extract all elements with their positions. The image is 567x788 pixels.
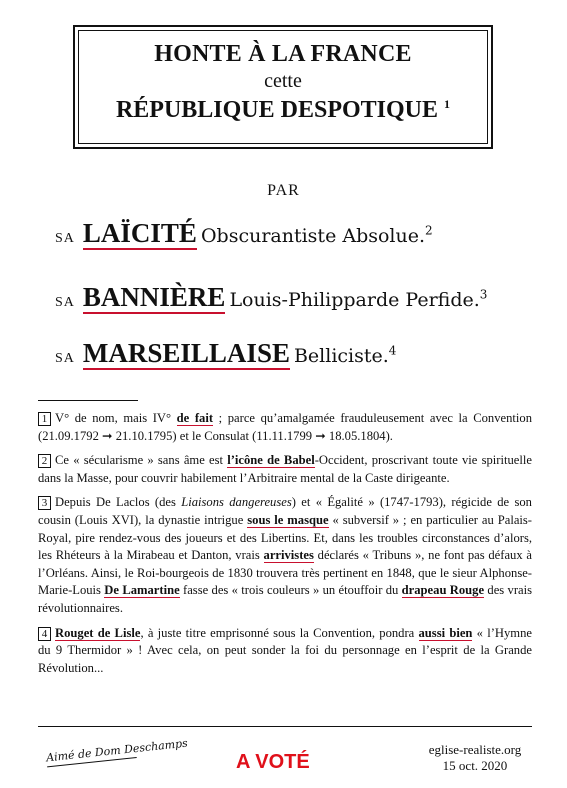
- footnote-separator: [38, 400, 138, 401]
- keyword-laicite: [83, 218, 197, 250]
- title-line-3: [75, 97, 491, 124]
- title-line-3-text: RÉPUBLIQUE DESPOTIQUE: [115, 97, 439, 123]
- title-line-2: cette: [264, 70, 302, 92]
- signature: [46, 737, 189, 768]
- footnote-text: , à juste titre emprisonné sous la Convention, pondra: [140, 625, 419, 640]
- footnote-number: 1: [38, 412, 51, 426]
- site-url[interactable]: eglise-realiste.org: [428, 742, 522, 757]
- signature-text: Aimé de Dom Deschamps: [45, 736, 189, 765]
- footnote-4: [38, 625, 532, 678]
- footnote-text: « subversif » ; en particulier au Palais-Royal, pire rendez-vous des joueurs et des Libertins. Et, dans les troubles circonstances d’alors, les Rhéteurs à la Mirabeau et Danton, vrais: [38, 512, 533, 563]
- par-label: PAR: [267, 182, 300, 199]
- footnote-emphasis: arrivistes: [263, 548, 314, 563]
- sa-label: SA: [55, 295, 75, 310]
- title-box: [73, 25, 493, 149]
- sa-label: SA: [55, 231, 75, 246]
- footnote-3: [38, 494, 532, 617]
- footnote-1: [38, 410, 532, 445]
- footnote-emphasis: de fait: [176, 411, 214, 425]
- line-laicite: [55, 218, 433, 249]
- line-banniere-rest-text: Louis-Philipparde Perfide.: [229, 289, 480, 311]
- footnotes: [38, 410, 532, 684]
- footer-divider: [38, 726, 532, 727]
- keyword-banniere: [83, 282, 226, 314]
- footnote-emphasis: De Lamartine: [104, 583, 180, 598]
- footnote-2: [38, 452, 532, 487]
- footnote-text: Depuis De Laclos (des: [55, 495, 182, 510]
- line-marseillaise-rest-text: Belliciste.: [293, 345, 389, 367]
- sa-label: SA: [55, 351, 75, 366]
- footnote-text: -Occident, proscrivant toute vie spirituelle dans la Masse, pour couvrir habilement l’Arbitraire mental de la Caste dirigeante.: [38, 453, 532, 485]
- keyword-laicite-text: LAÏCITÉ: [82, 218, 197, 248]
- footnote-text: ) et « Égalité » (1747-1793), régicide de son cousin (Louis XVI), la dynastie intrigue: [38, 495, 532, 527]
- footnote-italic: Liaisons dangereuses: [181, 495, 292, 510]
- site-date: 15 oct. 2020: [442, 758, 508, 773]
- line-marseillaise: [55, 338, 396, 369]
- keyword-marseillaise-text: MARSEILLAISE: [82, 338, 290, 368]
- footnote-text: ; parce qu’amalgamée frauduleusement avec la Convention (21.09.1792 ➞ 21.10.1795) et le Consulat (11.11.1799 ➞ 18.05.1804).: [38, 411, 532, 443]
- footnote-text: déclarés « Tribuns », ne font pas défaux à l’Orléans. Ainsi, le Roi-bourgeois de 1830 trouvera très pertinent en 1848, que le sieur Alphonse-Marie-Louis: [38, 548, 532, 598]
- footnote-number: 2: [38, 454, 51, 468]
- footnote-text: fasse des « trois couleurs » un étouffoir du: [179, 583, 402, 598]
- footnote-number: 4: [38, 627, 51, 641]
- line-marseillaise-rest: [294, 345, 396, 367]
- line-banniere: [55, 282, 487, 313]
- footnote-ref-3: 3: [479, 287, 488, 302]
- line-banniere-rest: [229, 289, 487, 311]
- footnote-text: Ce « sécularisme » sans âme est: [55, 453, 228, 468]
- line-laicite-rest: [201, 225, 433, 247]
- keyword-marseillaise: [83, 338, 290, 370]
- footnote-number: 3: [38, 496, 51, 510]
- footnote-emphasis: Rouget de Lisle: [55, 625, 141, 640]
- line-laicite-rest-text: Obscurantiste Absolue.: [200, 225, 426, 247]
- footnote-emphasis: l’icône de Babel: [227, 453, 315, 468]
- keyword-banniere-text: BANNIÈRE: [82, 282, 226, 312]
- vote-label: A VOTÉ: [236, 751, 310, 773]
- footnote-emphasis: sous le masque: [247, 512, 329, 527]
- footnote-text: « l’Hymne du 9 Thermidor » ! Avec cela, on peut sonder la foi du personnage en l’esprit de la Grande Révolution...: [38, 625, 532, 675]
- footnote-emphasis: drapeau Rouge: [401, 583, 485, 598]
- footnote-text: V° de nom, mais IV°: [55, 411, 177, 425]
- footnote-ref-2: 2: [425, 223, 433, 238]
- site-info: [400, 742, 550, 774]
- footnote-text: des vrais révolutionnaires.: [38, 583, 532, 615]
- title-footnote-ref: 1: [444, 97, 451, 111]
- footnote-ref-4: 4: [388, 343, 397, 358]
- footnote-emphasis: aussi bien: [418, 625, 473, 640]
- title-line-1: HONTE À LA FRANCE: [154, 41, 412, 67]
